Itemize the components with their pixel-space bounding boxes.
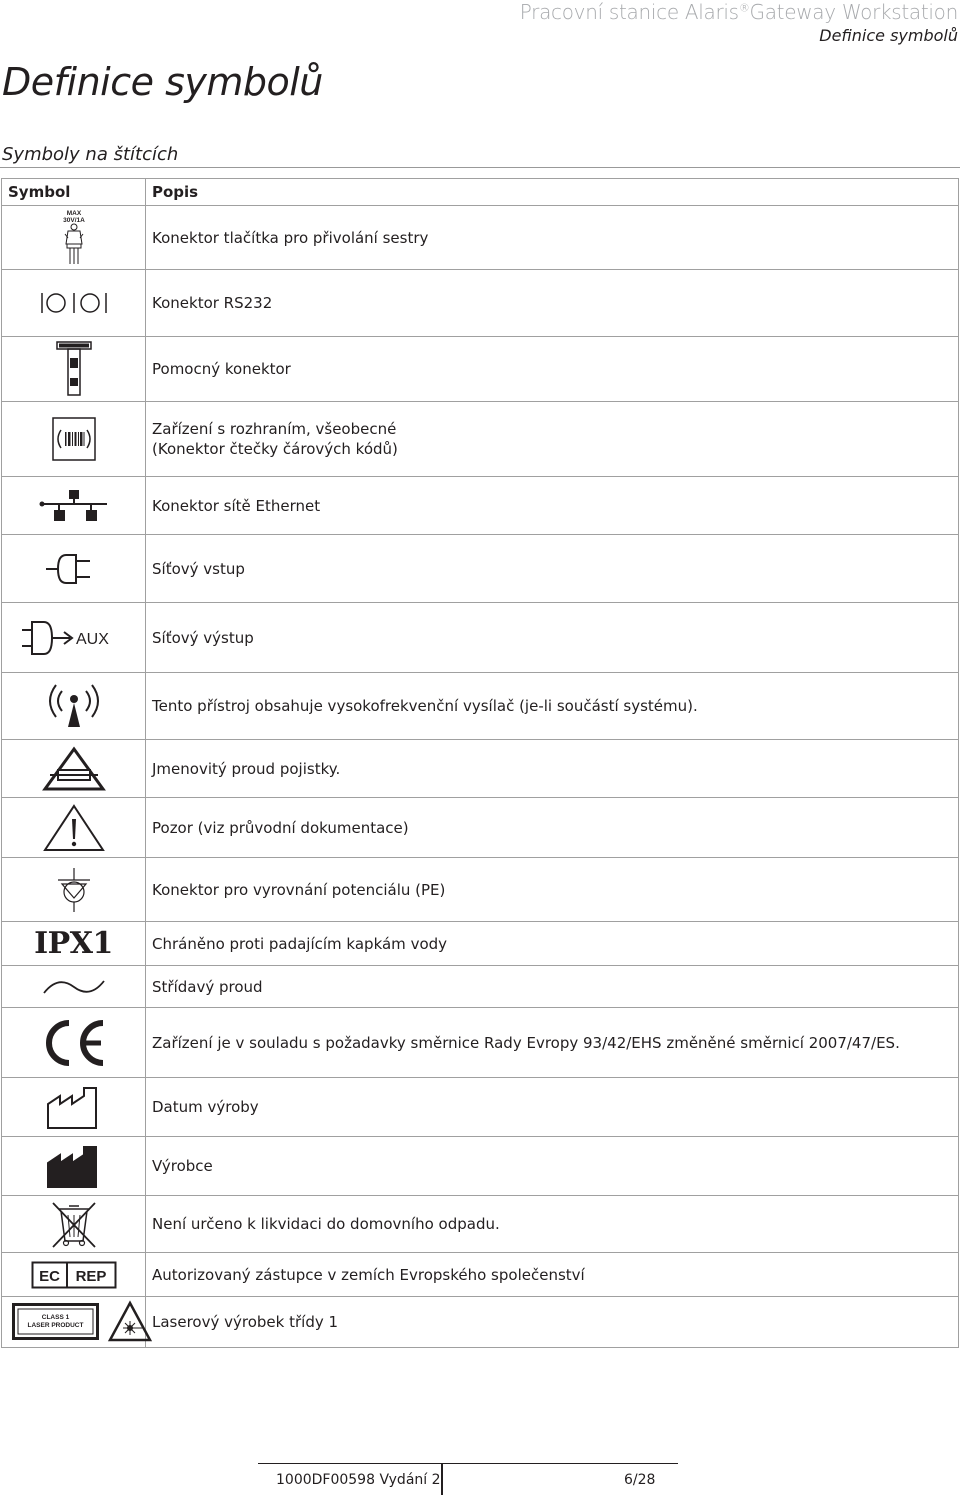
section-title: Symboly na štítcích	[2, 144, 179, 165]
table-row	[2, 740, 959, 798]
date-of-manufacture-icon	[44, 1084, 104, 1130]
row-description: Síťový výstup	[146, 603, 959, 673]
auxiliary-connector-icon	[54, 340, 94, 398]
barcode-reader-icon	[51, 416, 97, 462]
rf-transmitter-icon	[42, 681, 106, 731]
row-description: Konektor pro vyrovnání potenciálu (PE)	[146, 858, 959, 922]
row-description: Chráněno proti padajícím kapkám vody	[146, 922, 959, 966]
document-number: 1000DF00598 Vydání 2	[276, 1472, 441, 1488]
ec-label: EC	[38, 1267, 60, 1285]
row-description-line-1: Zařízení s rozhraním, všeobecné	[152, 420, 397, 438]
nurse-call-icon-label-1: MAX	[66, 209, 81, 217]
mains-input-icon	[44, 551, 104, 587]
table-row	[2, 1297, 959, 1348]
mains-output-icon	[22, 618, 126, 658]
ec-rep-icon	[31, 1261, 117, 1289]
row-description: Jmenovitý proud pojistky.	[146, 740, 959, 798]
row-description: Síťový vstup	[146, 535, 959, 603]
ce-mark-icon	[39, 1018, 109, 1068]
table-header-row	[2, 179, 959, 206]
page-number: 6/28	[624, 1472, 656, 1488]
row-description: Laserový výrobek třídy 1	[146, 1297, 959, 1348]
table-row	[2, 1078, 959, 1137]
table-row	[2, 966, 959, 1008]
table-row	[2, 1137, 959, 1196]
row-description: Není určeno k likvidaci do domovního odpadu.	[146, 1196, 959, 1253]
row-description: Výrobce	[146, 1137, 959, 1196]
row-description: Autorizovaný zástupce v zemích Evropského společenství	[146, 1253, 959, 1297]
alternating-current-icon	[42, 975, 106, 999]
row-description: Konektor RS232	[146, 270, 959, 337]
rep-label: REP	[75, 1267, 106, 1285]
table-row	[2, 858, 959, 922]
product-title: Pracovní stanice Alaris®Gateway Workstation	[519, 0, 958, 24]
rs232-icon	[39, 288, 109, 318]
table-row	[2, 270, 959, 337]
footer-divider	[441, 1464, 443, 1495]
table-row	[2, 1253, 959, 1297]
table-row	[2, 1196, 959, 1253]
table-row	[2, 337, 959, 402]
ethernet-icon	[39, 488, 109, 524]
table-row	[2, 673, 959, 740]
row-description	[146, 402, 959, 477]
table-row	[2, 1008, 959, 1078]
row-description: Zařízení je v souladu s požadavky směrnice Rady Evropy 93/42/EHS změněné směrnicí 2007/47/ES.	[146, 1008, 959, 1078]
table-row	[2, 798, 959, 858]
row-description: Konektor sítě Ethernet	[146, 477, 959, 535]
nurse-call-icon	[54, 208, 94, 268]
row-description: Střídavý proud	[146, 966, 959, 1008]
table-row	[2, 402, 959, 477]
row-description: Pozor (viz průvodní dokumentace)	[146, 798, 959, 858]
page-title: Definice symbolů	[2, 60, 323, 104]
laser-class1-icon	[12, 1300, 154, 1344]
table-row	[2, 535, 959, 603]
caution-icon	[42, 803, 106, 853]
section-divider	[0, 167, 960, 168]
laser-product-label: LASER PRODUCT	[27, 1322, 84, 1329]
row-description: Datum výroby	[146, 1078, 959, 1137]
aux-label: AUX	[75, 630, 109, 648]
laser-class-label: CLASS 1	[41, 1314, 70, 1321]
symbol-column-header: Symbol	[2, 179, 146, 206]
row-description: Pomocný konektor	[146, 337, 959, 402]
weee-bin-icon	[49, 1199, 99, 1249]
row-description-line-2: (Konektor čtečky čárových kódů)	[152, 440, 398, 458]
description-column-header: Popis	[146, 179, 959, 206]
table-row	[2, 603, 959, 673]
symbol-table	[1, 178, 959, 1348]
table-row	[2, 206, 959, 270]
running-section-name: Definice symbolů	[819, 26, 958, 45]
row-description: Tento přístroj obsahuje vysokofrekvenční vysílač (je-li součástí systému).	[146, 673, 959, 740]
manufacturer-icon	[44, 1143, 104, 1189]
row-description: Konektor tlačítka pro přivolání sestry	[146, 206, 959, 270]
equipotential-icon	[54, 866, 94, 914]
nurse-call-icon-label-2: 30V/1A	[62, 216, 85, 224]
table-row	[2, 477, 959, 535]
ipx1-icon: IPX1	[34, 926, 113, 961]
table-row	[2, 922, 959, 966]
fuse-icon	[42, 746, 106, 792]
